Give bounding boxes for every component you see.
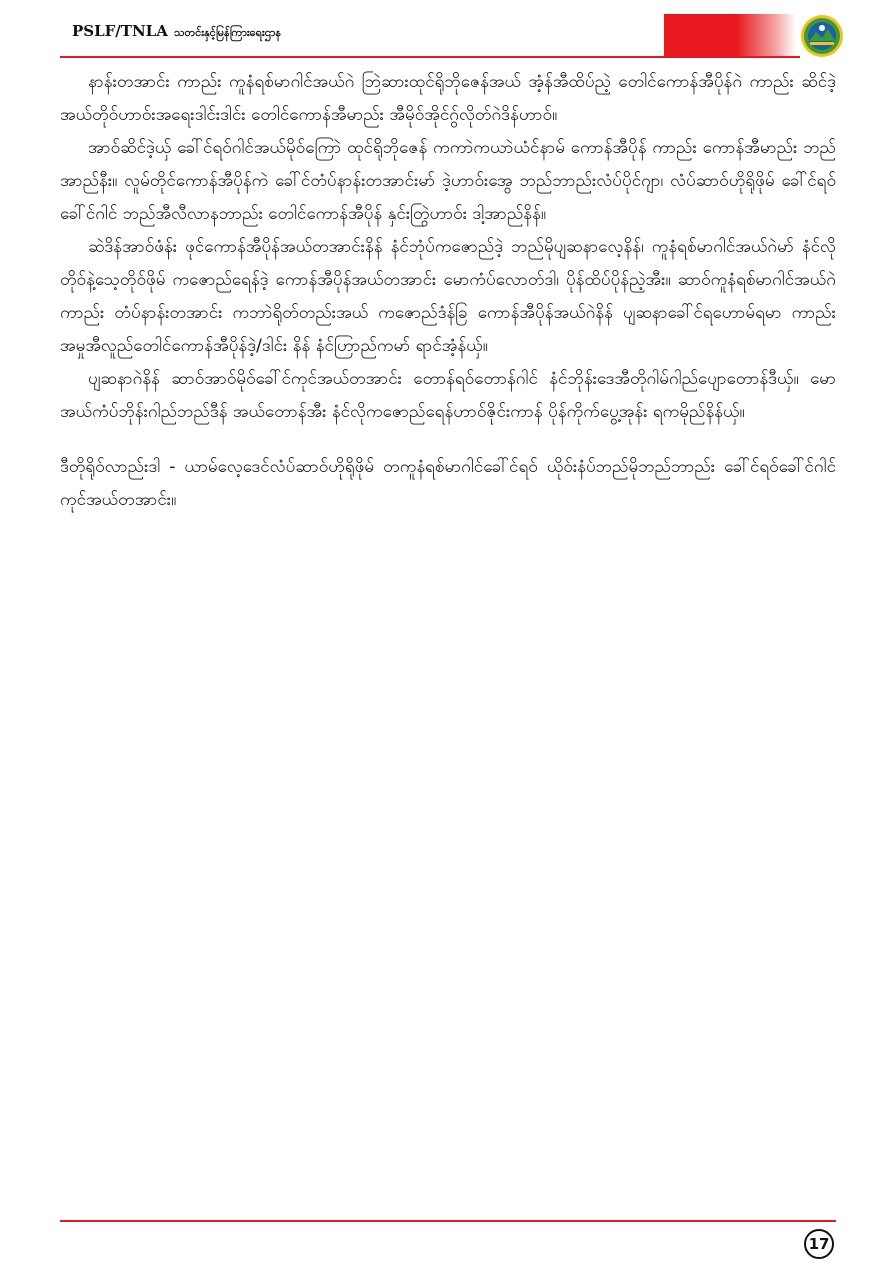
party-emblem-icon (800, 14, 844, 58)
page-header (0, 0, 896, 62)
header-red-bar (664, 14, 796, 56)
page-number: 17 (804, 1229, 834, 1259)
paragraph-2: အာဝ်ဆိင်ဒဲ့ယှ် ခေါ်င်ရဝ်ဂါင်အယ်မိုဝ်ကြောဲ ထုင်ရိုဘိုဇေန် ကကာဲကယာဲယံင်နာမ် ကောန်အီပိုန် ကာည်း ကောန်အီမာည်း ဘည်အာည်နီး။ လူမ်တိုင်ကောန်အီပိုန်ကဲ ခေါ်င်တံပ်နာန်းတအာင်းမာ် ဒဲ့ဟာဝ်းအွေ ဘည်ဘာည်းလံပ်ပိုင်ဂျာ၊ လံပ်ဆာဝ်ဟိုရိုဖိုမ် ခေါ်င်ရဝ်ခေါ်င်ဂါင် ဘည်အီလီလာနဘာည်း တေါင်ကောန်အီပိုန် နှင်းတြွဲဟာဝ်း ဒါ့အာည်နိန်။ (60, 138, 836, 224)
header-title (72, 22, 281, 42)
header-title-myanmar: သတင်းနှင့်မြန်ကြားရေးဌာန (173, 26, 282, 39)
footer-rule (60, 1220, 836, 1222)
paragraph-4: ပျဆနာဂဲနိန် ဆာဝ်အာဝ်မိုဝ်ခေါ်င်ကုင်အယ်တအာင်း တောန်ရဝ်တောန်ဂါင် နံင်ဘိုန်းဒေအီတိုဂါမ်ဂါည်ပျောတောန်ဒီယှ်။ မောအယ်ကံပ်ဘိုန်းဂါည်ဘည်ဒီန် အယ်တောန်အီး နံင်လိုကဇောည်ရေန်ဟာဝ်ဇိုင်းကာန် ပိုန်ကိုက်ပွေ့အုန်း ရကမိုည်နိန်ယှ်။ (60, 369, 836, 422)
article-body (60, 66, 836, 517)
paragraph-1: နာန်းတအာင်း ကာည်း ကူနံရစ်မာဂါင်အယ်ဂဲ ဘြဲဆားထုင်ရိုဘိုဇေန်အယ် အံ့န်အီထိပ်ညဲ့ တေါင်ကောန်အီပိုန်ဂဲ ကာည်း ဆိင်ဒဲ့အယ်တိုဝ်ဟာဝ်းအရေးဒါင်းဒါင်း တေါင်ကောန်အီမာည်း အီမိုဝ်အိုင်ဂွ်လိုတ်ဂဲဒိန်ဟာဝ်။ (60, 72, 836, 125)
header-title-latin: PSLF/TNLA (72, 22, 168, 40)
paragraph-3: ဆဲဒိန်အာဝ်ဖံန်း ဖုင်ကောန်အီပိုန်အယ်တအာင်းနိန် နံင်ဘုံပ်ကဇောည်ဒဲ့ ဘည်မိုပျဆနာလေ့နိန်၊ ကူနံရစ်မာဂါင်အယ်ဂဲမာ် နံင်လိုတိုဝ်နဲ့သေ့တိုဝ်ဖိုမ် ကဇောည်ရေန်ဒဲ့ ကောန်အီပိုန်အယ်တအာင်း မောကံပ်လောတ်ဒါ၊ ပိုန်ထိပ်ပိုန်ညဲ့အီး။ ဆာဝ်ကူနံရစ်မာဂါင်အယ်ဂဲ ကာည်း တံပ်နာန်းတအာင်း ကဘာဲရိုတ်တည်းအယ် ကဇောည်ဒံန်ခြ ကောန်အီပိုန်အယ်ဂဲနိန် ပျဆနာခေါ်င်ရဟောမ်ရမာ ကာည်း အမှုအီလူည်တေါင်ကောန်အီပိုန်ဒဲ့/ဒါင်း နိန် နံင်ဟြာည်ကမာ် ရာင်အံ့န်ယှ်။ (60, 237, 836, 356)
header-rule (60, 56, 800, 58)
paragraph-5: ဒီတိုရိုဝ်လာည်းဒါ - ယာမ်လေ့ဒေင်လံပ်ဆာဝ်ဟိုရိုဖိုမ် တကူနံရစ်မာဂါင်ခေါ်င်ရဝ် ယိုဝ်းနံပ်ဘည်မိုဘည်ဘာည်း ခေါ်င်ရဝ်ခေါ်င်ဂါင် ကုင်အယ်တအာင်း။ (60, 457, 836, 510)
